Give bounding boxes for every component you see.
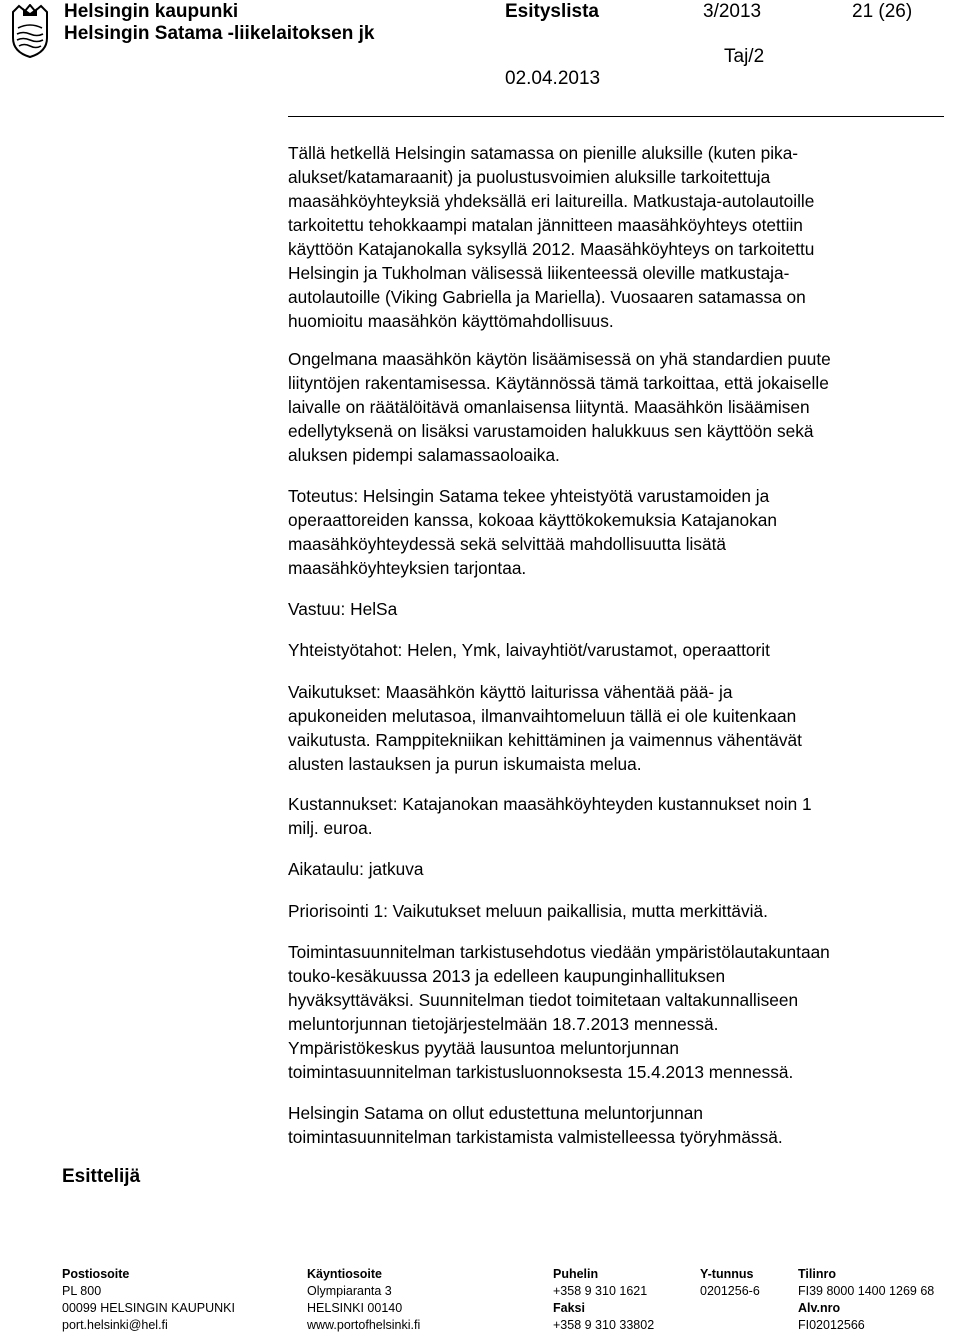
body-paragraph-5	[288, 638, 948, 662]
body-paragraph-2	[288, 347, 948, 467]
footer-line: +358 9 310 33802	[553, 1318, 655, 1332]
paragraph-text: Ongelmana maasähkön käytön lisäämisessä on yhä standardien puute liityntöjen rakentamisessa. Käytännössä tämä tarkoittaa, että jokaiselle laivalle on räätälöitävä omanlaisensa liityntä. Maasähkön lisäämisen edellytyksenä on lisäksi varustamoiden halukkuus sen käyttöön sekä aluksen pidempi salamassaoloaika.	[288, 349, 831, 465]
footer-heading: Postiosoite	[62, 1267, 130, 1281]
document-type: Esityslista	[505, 1, 599, 22]
paragraph-text: Vaikutukset: Maasähkön käyttö laiturissa vähentää pää- ja apukoneiden melutasoa, ilmanvaihtomeluun tällä ei ole kuitenkaan vaikutusta. Ramppitekniikan kehittäminen ja vaimennus vähentävät alusten lastauksen ja purun iskumaista melua.	[288, 682, 802, 774]
body-paragraph-3	[288, 484, 948, 580]
footer-website: www.portofhelsinki.fi	[307, 1318, 421, 1332]
footer-email: port.helsinki@hel.fi	[62, 1318, 168, 1332]
org-name: Helsingin kaupunki	[64, 1, 239, 22]
paragraph-text: Aikataulu: jatkuva	[288, 859, 424, 879]
footer-postal	[62, 1266, 235, 1334]
body-paragraph-6	[288, 680, 948, 776]
paragraph-text: Tällä hetkellä Helsingin satamassa on pienille aluksille (kuten pika- alukset/katamaraanit) ja puolustusvoimien aluksille tarkoitettuja maasähköyhteyksiä yhdeksällä eri laitureilla. Matkustaja-autolautoille tarkoitettu tehokkaampi matalan jännitteen maasähköyhteys otettiin käyttöön Katajanokalla syksyllä 2012. Maasähköyhteys on tarkoitettu Helsingin ja Tukholman välisessä liikenteessä oleville matkustaja- autolautoille (Viking Gabriella ja Mariella). Vuosaaren satamassa on huomioitu maasähkön käyttömahdollisuus.	[288, 143, 815, 331]
footer-heading: Faksi	[553, 1301, 585, 1315]
footer-line: FI02012566	[798, 1318, 865, 1332]
footer-heading: Y-tunnus	[700, 1267, 754, 1281]
paragraph-text: Priorisointi 1: Vaikutukset meluun paikallisia, mutta merkittäviä.	[288, 901, 768, 921]
footer-phone	[553, 1266, 654, 1334]
paragraph-text: Kustannukset: Katajanokan maasähköyhteyden kustannukset noin 1 milj. euroa.	[288, 794, 812, 838]
footer-line: PL 800	[62, 1284, 102, 1298]
footer-heading: Alv.nro	[798, 1301, 841, 1315]
footer-line: 0201256-6	[700, 1284, 760, 1298]
footer-ytunnus	[700, 1266, 760, 1300]
document-number: 3/2013	[703, 1, 762, 22]
footer-heading: Tilinro	[798, 1267, 836, 1281]
body-paragraph-4	[288, 597, 948, 621]
paragraph-text: Toteutus: Helsingin Satama tekee yhteistyötä varustamoiden ja operaattoreiden kanssa, kokoaa käyttökokemuksia Katajanokan maasähköyhteydessä sekä selvittää mahdollisuutta lisätä maasähköyhteyksien tarjontaa.	[288, 486, 777, 578]
unit-name: Helsingin Satama -liikelaitoksen jk	[64, 23, 375, 44]
document-date: 02.04.2013	[505, 68, 601, 89]
header-rule	[288, 116, 944, 117]
body-paragraph-10	[288, 940, 948, 1084]
helsinki-crest-logo	[11, 4, 49, 58]
section-code: Taj/2	[724, 46, 765, 67]
body-paragraph-1	[288, 141, 948, 333]
body-paragraph-8	[288, 857, 948, 881]
presenter-label: Esittelijä	[62, 1166, 141, 1187]
footer-account	[798, 1266, 934, 1334]
footer-line: FI39 8000 1400 1269 68	[798, 1284, 935, 1298]
body-paragraph-7	[288, 792, 948, 840]
body-paragraph-11	[288, 1101, 948, 1149]
paragraph-text: Yhteistyötahot: Helen, Ymk, laivayhtiöt/varustamot, operaattorit	[288, 640, 770, 660]
footer-line: HELSINKI 00140	[307, 1301, 403, 1315]
footer-visit	[307, 1266, 420, 1334]
page-number: 21 (26)	[852, 1, 913, 22]
footer-line: Olympiaranta 3	[307, 1284, 392, 1298]
footer-line: 00099 HELSINGIN KAUPUNKI	[62, 1301, 235, 1315]
paragraph-text: Vastuu: HelSa	[288, 599, 398, 619]
paragraph-text: Toimintasuunnitelman tarkistusehdotus viedään ympäristölautakuntaan touko-kesäkuussa 2013 ja edelleen kaupunginhallituksen hyväksyttäväksi. Suunnitelman tiedot toimitetaan valtakunnalliseen meluntorjunnan tietojärjestelmään 18.7.2013 mennessä. Ympäristökeskus pyytää lausuntoa meluntorjunnan toimintasuunnitelman tarkistusluonnoksesta 15.4.2013 mennessä.	[288, 942, 830, 1082]
paragraph-text: Helsingin Satama on ollut edustettuna meluntorjunnan toimintasuunnitelman tarkistamista valmistelleessa työryhmässä.	[288, 1103, 783, 1147]
body-paragraph-9	[288, 899, 948, 923]
footer-line: +358 9 310 1621	[553, 1284, 648, 1298]
footer-heading: Puhelin	[553, 1267, 599, 1281]
footer-heading: Käyntiosoite	[307, 1267, 383, 1281]
